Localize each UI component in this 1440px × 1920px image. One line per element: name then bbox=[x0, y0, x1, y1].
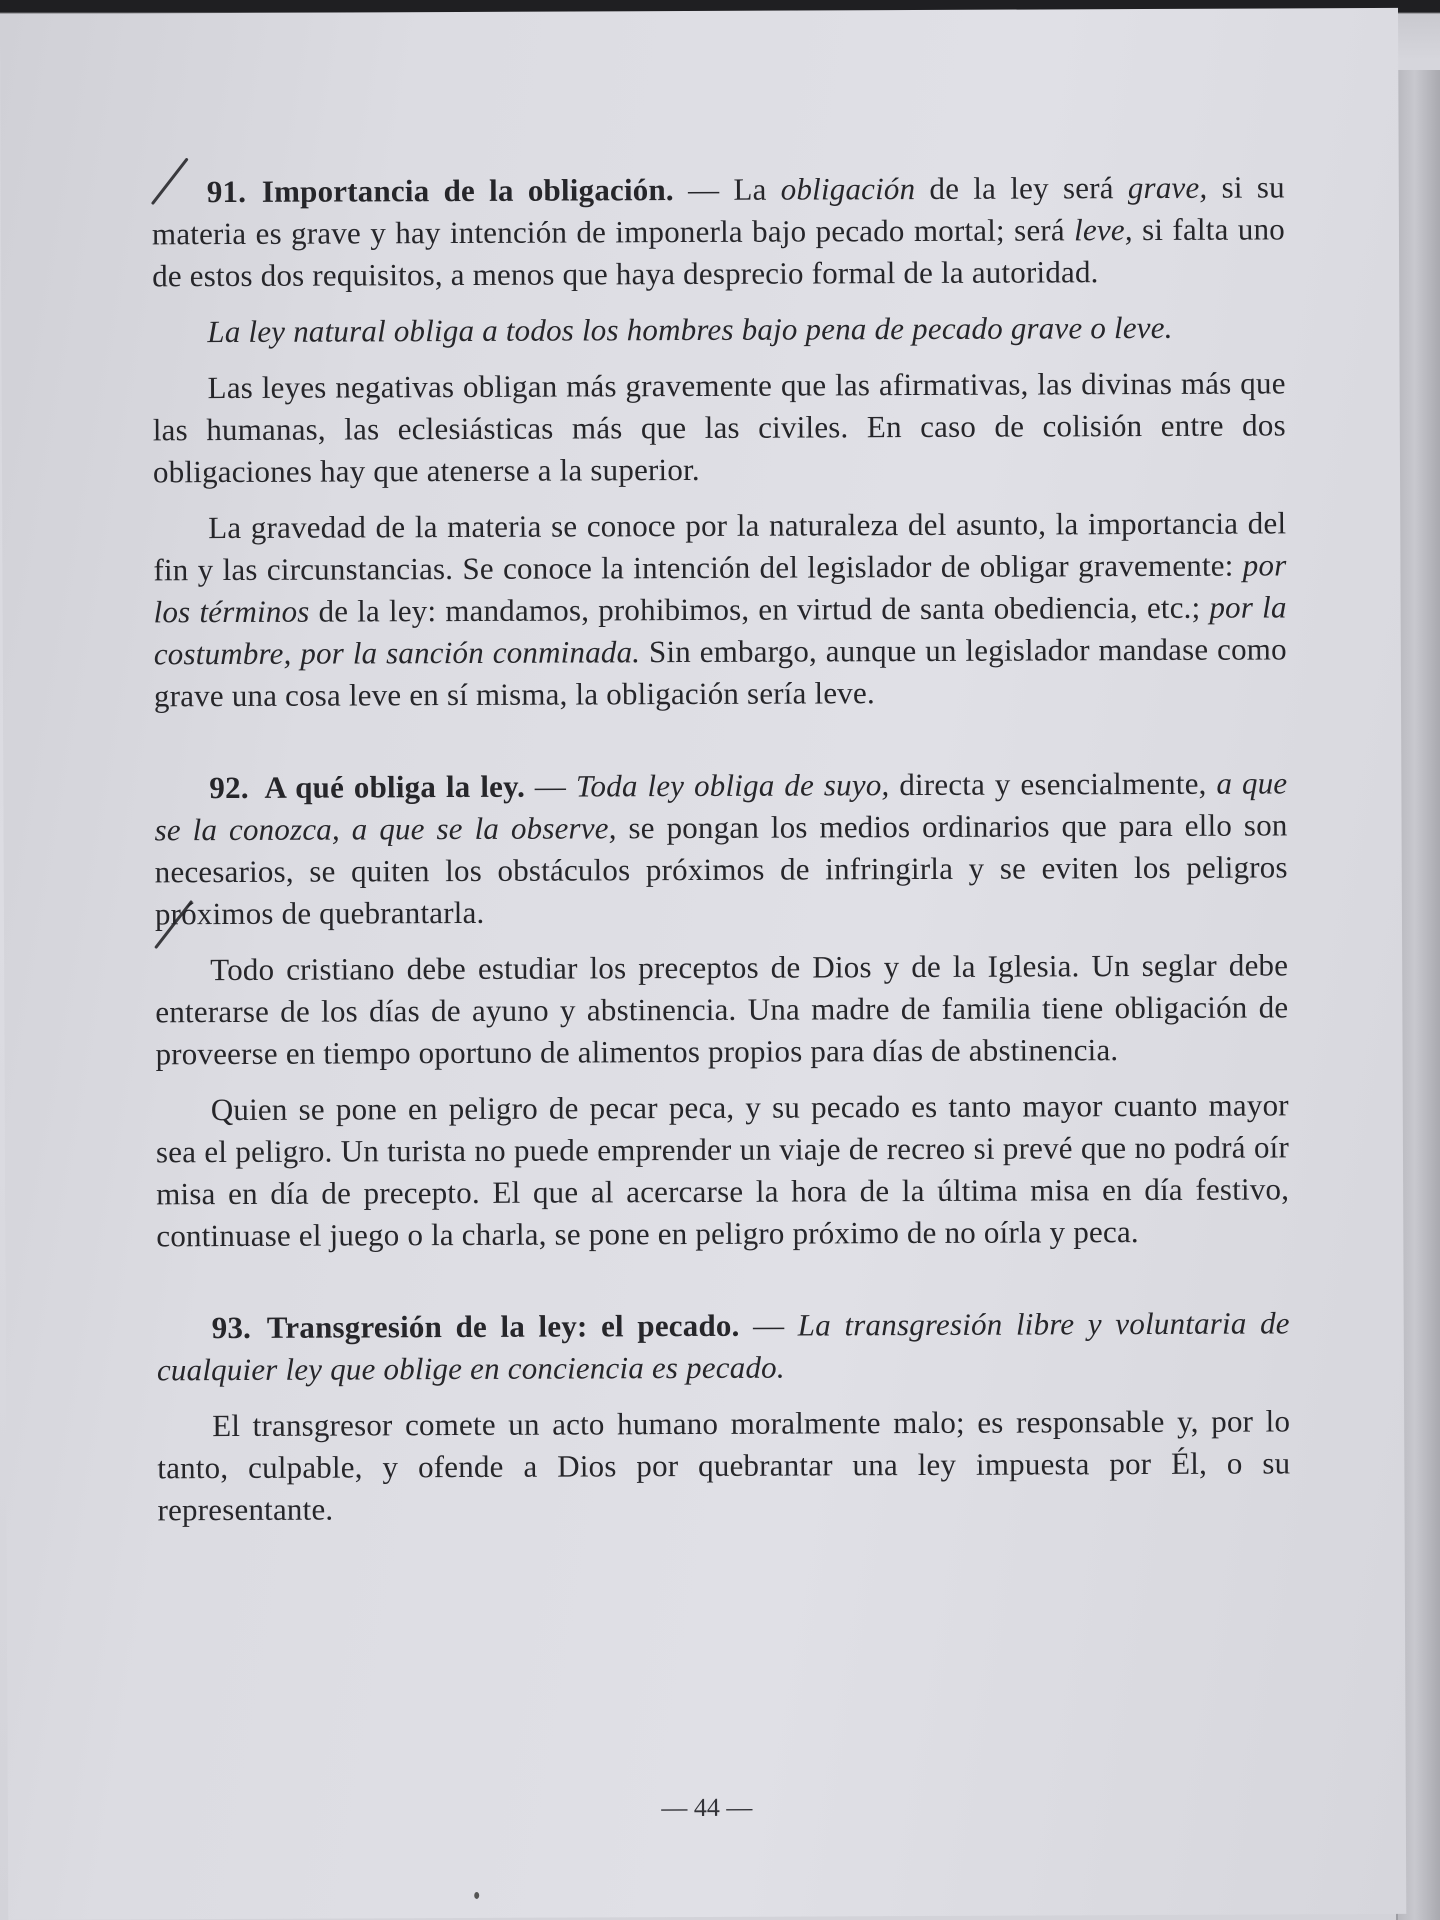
section-heading: A qué obliga la ley. bbox=[264, 768, 526, 805]
paper-speck bbox=[474, 1892, 479, 1899]
text-run: de la ley será bbox=[915, 170, 1128, 207]
italic-text-run: leve, bbox=[1074, 212, 1133, 248]
paragraph bbox=[152, 306, 1285, 353]
text-run: si falta uno de estos dos requisitos, a menos que haya desprecio formal de la autoridad. bbox=[152, 211, 1286, 294]
section-91-lead bbox=[152, 166, 1286, 297]
section-number: 93. bbox=[211, 1309, 252, 1346]
section-number: 92. bbox=[209, 769, 249, 806]
text-run: directa y esencialmente, bbox=[889, 765, 1217, 803]
paragraph bbox=[156, 1084, 1290, 1257]
text-run: si su materia es grave y hay intención de imponerla bajo pecado mortal; será bbox=[151, 169, 1285, 252]
paragraph bbox=[155, 944, 1289, 1075]
section-93-lead bbox=[157, 1302, 1290, 1391]
section-heading: Importancia de la obligación. bbox=[261, 172, 674, 209]
italic-text-run: a que se la conozca, a que se la observe, bbox=[154, 765, 1288, 848]
italic-text-run: por los términos bbox=[153, 547, 1287, 630]
page-text bbox=[152, 166, 1291, 1531]
italic-text-run: grave, bbox=[1127, 169, 1208, 206]
text-run: La gravedad de la materia se conoce por la naturaleza del asunto, la importancia del fin y las circunstancias. Se conoce la intención del legislador de obligar gravemente: bbox=[153, 505, 1287, 588]
text-run: Sin embargo, aunque un legislador mandase como grave una cosa leve en sí misma, la obligación sería leve. bbox=[153, 631, 1287, 714]
heading-dash: — La bbox=[673, 171, 781, 208]
text-run: se pongan los medios ordinarios que para ello son necesarios, se quiten los obstáculos próximos de infringirla y se eviten los peligros próximos de quebrantarla. bbox=[154, 807, 1288, 932]
paragraph bbox=[153, 362, 1287, 493]
page-number: — 44 — bbox=[661, 1792, 753, 1823]
text-run: Todo cristiano debe estudiar los preceptos de Dios y de la Iglesia. Un seglar debe enterarse de los días de ayuno y abstinencia. Una madre de familia tiene obligación de proveerse en tiempo oportuno de alimentos propios para días de abstinencia. bbox=[155, 947, 1289, 1072]
italic-text-run: obligación bbox=[780, 171, 916, 207]
text-run: Quien se pone en peligro de pecar peca, y su pecado es tanto mayor cuanto mayor sea el peligro. Un turista no puede emprender un viaje de recreo si prevé que no podrá oír misa en día de precepto. El que al acercarse la hora de la última misa en día festivo, continuase el juego o la charla, se pone en peligro próximo de no oírla y peca. bbox=[155, 1087, 1290, 1254]
heading-dash: — bbox=[739, 1307, 798, 1343]
book-page bbox=[0, 8, 1406, 1920]
italic-text-run: por la costumbre, por la sanción conminada. bbox=[153, 589, 1287, 672]
text-run: El transgresor comete un acto humano moralmente malo; es responsable y, por lo tanto, culpable, y ofende a Dios por quebrantar una ley impuesta por Él, o su representante. bbox=[157, 1403, 1291, 1528]
section-number: 91. bbox=[206, 173, 247, 210]
text-run: Las leyes negativas obligan más gravemente que las afirmativas, las divinas más que las humanas, las eclesiásticas más que las civiles. En caso de colisión entre dos obligaciones hay que atenerse a la superior. bbox=[152, 365, 1286, 490]
italic-text-run: Toda ley obliga de suyo, bbox=[575, 767, 890, 804]
italic-text-run: La ley natural obliga a todos los hombres bajo pena de pecado grave o leve. bbox=[207, 309, 1173, 350]
paragraph bbox=[153, 502, 1287, 717]
heading-dash: — bbox=[524, 768, 576, 804]
italic-text-run: La transgresión libre y voluntaria de cualquier ley que oblige en conciencia es pecado. bbox=[156, 1305, 1290, 1388]
paragraph bbox=[157, 1400, 1291, 1531]
section-92-lead bbox=[154, 762, 1288, 935]
text-run: de la ley: mandamos, prohibimos, en virtud de santa obediencia, etc.; bbox=[309, 589, 1210, 629]
section-heading: Transgresión de la ley: el pecado. bbox=[266, 1307, 740, 1345]
